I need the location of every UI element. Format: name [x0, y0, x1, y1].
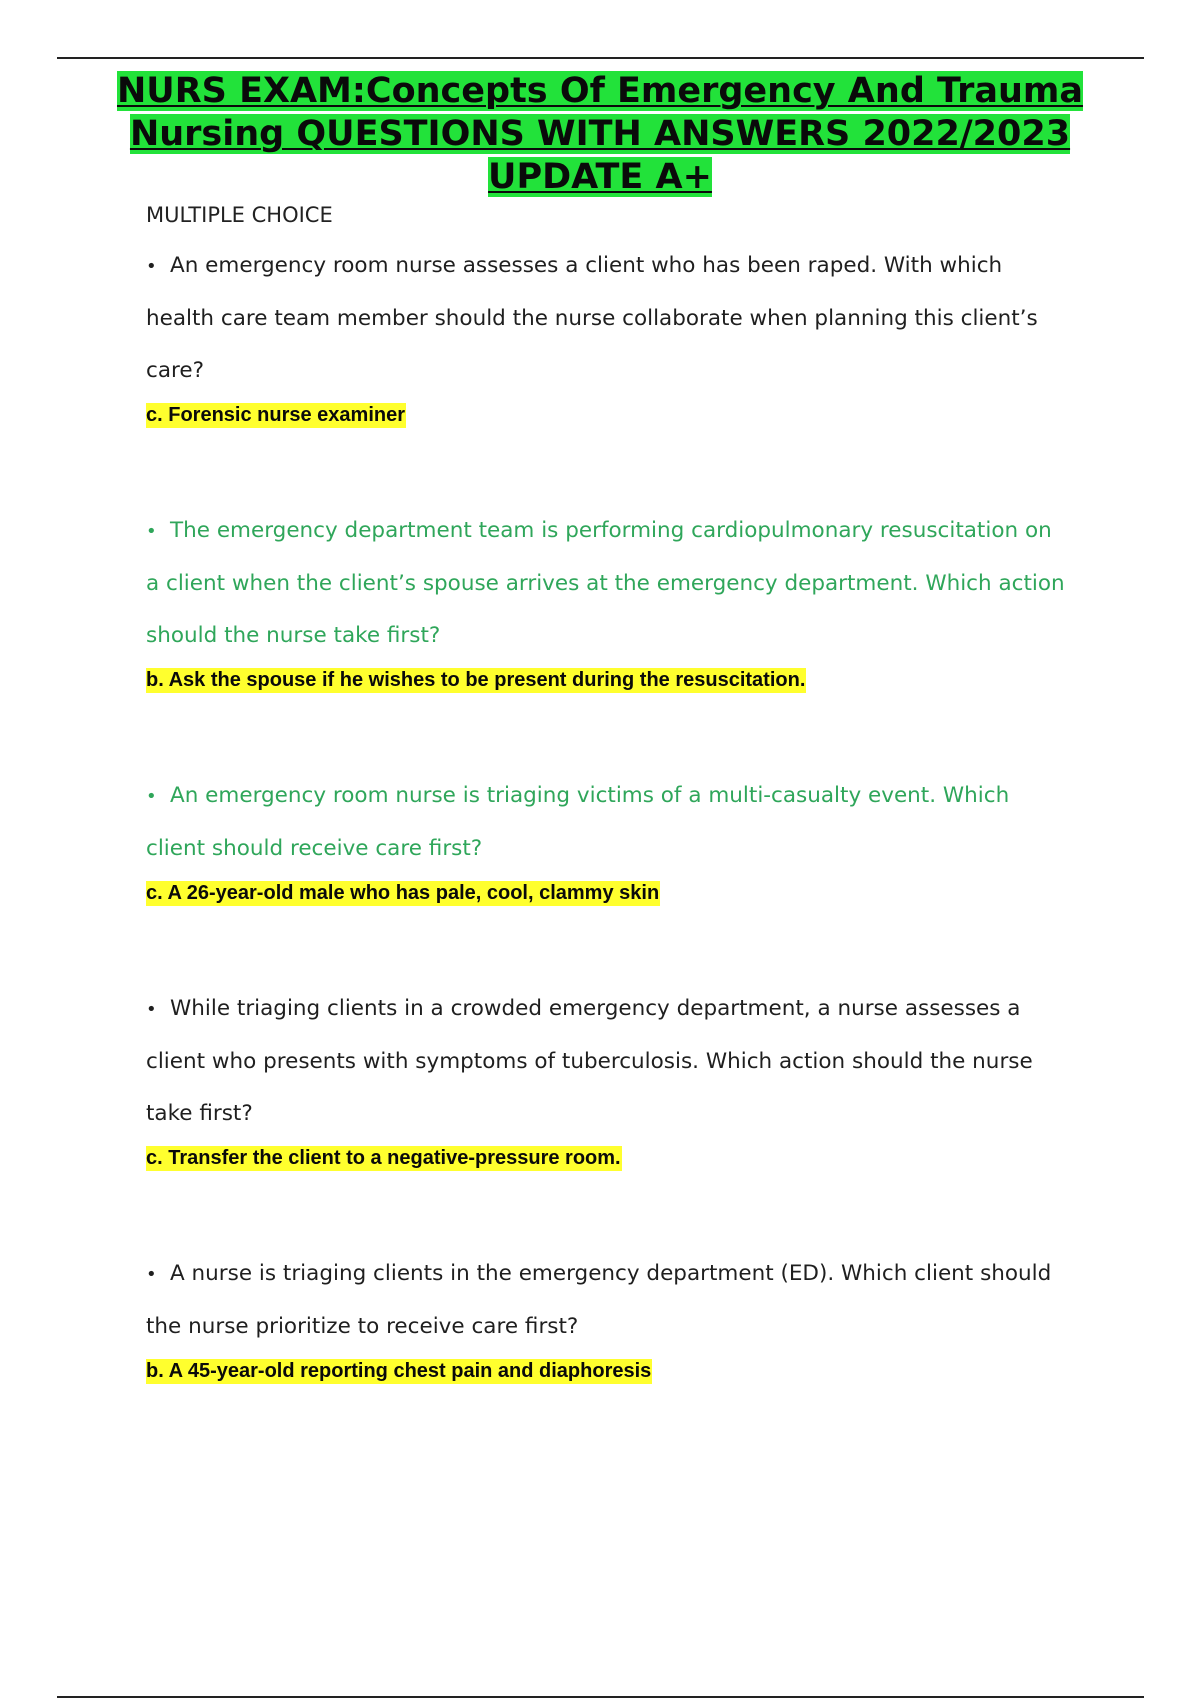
question-block-3 [146, 770, 1066, 907]
document-title-text: NURS EXAM:Concepts Of Emergency And Trauma Nursing QUESTIONS WITH ANSWERS 2022/2023 UPDATE A+ [117, 71, 1083, 197]
question-2: The emergency department team is performing cardiopulmonary resuscitation on a client when the client’s spouse arrives at the emergency department. Which action should the nurse take first? [146, 518, 1065, 648]
answer-text-3: c. A 26-year-old male who has pale, cool, clammy skin [146, 882, 660, 904]
answer-4 [146, 1144, 1066, 1172]
bullet-icon: • [146, 999, 157, 1020]
answer-text-1: c. Forensic nurse examiner [146, 404, 406, 426]
question-text-5 [146, 1248, 1066, 1353]
question-text-3 [146, 770, 1066, 875]
answer-text-5: b. A 45-year-old reporting chest pain and diaphoresis [146, 1360, 652, 1382]
document-title [60, 70, 1140, 199]
bullet-icon: • [146, 521, 157, 542]
bottom-rule [57, 1696, 1144, 1698]
bullet-icon: • [146, 256, 157, 277]
answer-text-4: c. Transfer the client to a negative-pressure room. [146, 1147, 621, 1169]
top-rule [57, 57, 1144, 59]
question-text-2 [146, 505, 1066, 662]
question-block-2 [146, 505, 1066, 694]
question-3: An emergency room nurse is triaging victims of a multi-casualty event. Which client should receive care first? [146, 783, 1010, 861]
bullet-icon: • [146, 1264, 157, 1285]
question-block-5 [146, 1248, 1066, 1385]
question-1: An emergency room nurse assesses a client who has been raped. With which health care team member should the nurse collaborate when planning this client’s care? [146, 253, 1038, 383]
answer-1 [146, 401, 1066, 429]
answer-5 [146, 1357, 1066, 1385]
answer-2 [146, 666, 1066, 694]
answer-text-2: b. Ask the spouse if he wishes to be present during the resuscitation. [146, 669, 806, 691]
question-text-4 [146, 983, 1066, 1140]
question-block-4 [146, 983, 1066, 1172]
answer-3 [146, 879, 1066, 907]
bullet-icon: • [146, 786, 157, 807]
section-label: MULTIPLE CHOICE [146, 203, 333, 227]
question-block-1 [146, 240, 1066, 429]
question-5: A nurse is triaging clients in the emergency department (ED). Which client should the nurse prioritize to receive care first? [146, 1261, 1052, 1339]
question-4: While triaging clients in a crowded emergency department, a nurse assesses a client who presents with symptoms of tuberculosis. Which action should the nurse take first? [146, 996, 1033, 1126]
question-text-1 [146, 240, 1066, 397]
